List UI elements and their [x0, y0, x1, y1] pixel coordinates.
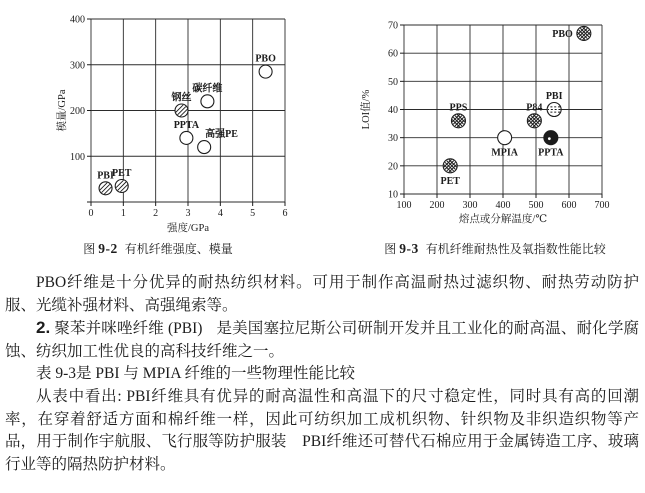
figure-caption [350, 240, 640, 257]
svg-text:3: 3 [185, 208, 191, 219]
paragraph-pbi-intro [5, 317, 639, 363]
scatter-point [112, 168, 132, 193]
svg-text:400: 400 [70, 14, 85, 26]
svg-text:70: 70 [388, 20, 398, 32]
svg-text:100: 100 [70, 151, 85, 163]
x-axis-label: 熔点或分解温度/℃ [458, 214, 548, 225]
svg-text:0: 0 [88, 208, 94, 219]
point-label: PET [111, 167, 132, 179]
svg-text:600: 600 [561, 200, 577, 211]
paragraph-pbi-lead: 聚苯并咪唑纤维 (PBI) [54, 320, 203, 338]
tick-labels [388, 21, 610, 212]
point-label: PBI [97, 170, 114, 182]
caption-figure-label: 图 [83, 242, 96, 256]
scatter-point [174, 120, 200, 145]
svg-text:50: 50 [388, 76, 398, 88]
svg-text:30: 30 [388, 133, 398, 145]
point-label: PBI [545, 91, 563, 102]
svg-text:2: 2 [153, 208, 159, 219]
svg-text:10: 10 [388, 189, 398, 201]
grid-lines [404, 25, 602, 194]
scatter-point [192, 81, 222, 108]
scatter-point [255, 54, 276, 79]
caption-text: 有机纤维强度、模量 [124, 242, 233, 256]
scatter-point [440, 159, 460, 187]
point-label: PET [440, 175, 460, 187]
point-label: 钢丝 [171, 92, 192, 104]
svg-text:5: 5 [250, 208, 256, 219]
paragraph-pbi-rest: 是美国塞拉尼斯公司研制开发并且工业化的耐高温、耐化学腐蚀、纺织加工性优良的高科技纤维之一。 [5, 320, 639, 360]
list-number: 2. [36, 318, 51, 338]
scatter-point [546, 91, 563, 117]
svg-text:700: 700 [594, 200, 610, 211]
scatter-point [491, 131, 518, 159]
x-axis-label: 强度/GPa [167, 223, 209, 234]
svg-text:200: 200 [70, 106, 85, 117]
scatter-point [538, 131, 564, 159]
heat-resistance-loi-chart [358, 5, 645, 237]
svg-text:20: 20 [388, 161, 398, 173]
point-label: 高强PE [205, 129, 238, 141]
y-axis-label: 模量/GPa [57, 89, 68, 132]
point-label: PPS [449, 102, 468, 114]
body-text [0, 257, 645, 476]
point-label: P84 [526, 102, 543, 114]
figure-caption [10, 240, 306, 257]
svg-text:4: 4 [217, 208, 223, 219]
point-label: MPIA [491, 147, 518, 159]
point-label: PBO [552, 28, 573, 40]
svg-text:500: 500 [528, 200, 544, 211]
scatter-point [526, 102, 542, 128]
svg-text:300: 300 [462, 200, 478, 211]
point-label: PPTA [173, 119, 200, 131]
scatter-point [552, 26, 591, 40]
caption-text: 有机纤维耐热性及氧指数性能比较 [425, 242, 606, 256]
point-label: 碳纤维 [192, 83, 223, 95]
figure-9-2 [54, 5, 350, 257]
scatter-point [198, 127, 239, 154]
caption-figure-number: 9-2 [98, 241, 118, 256]
figure-9-3 [358, 5, 645, 257]
scatter-point [450, 102, 468, 128]
svg-text:1: 1 [120, 208, 126, 219]
svg-text:100: 100 [396, 200, 412, 211]
caption-figure-number: 9-3 [399, 241, 419, 256]
svg-text:40: 40 [388, 105, 398, 116]
caption-figure-label: 图 [384, 242, 397, 256]
svg-text:200: 200 [429, 200, 445, 211]
svg-text:300: 300 [70, 60, 85, 72]
paragraph-table-ref: 表 9-3是 PBI 与 MPIA 纤维的一些物理性能比较 [36, 365, 356, 383]
svg-text:60: 60 [388, 48, 398, 60]
paragraph-pbo-intro: PBO纤维是十分优异的耐热纺织材料。可用于制作高温耐热过滤织物、耐热劳动防护服、光缆补强材料、高强绳索等。 [5, 274, 639, 314]
svg-text:6: 6 [282, 208, 288, 219]
strength-modulus-chart [54, 5, 350, 237]
point-label: PBO [255, 53, 276, 65]
point-label: PPTA [538, 147, 564, 159]
svg-text:400: 400 [495, 200, 511, 211]
axis-ticks [400, 25, 602, 198]
y-axis-label: LOI值/% [361, 89, 372, 130]
paragraph-pbi-properties: 从表中看出: PBI纤维具有优异的耐高温性和高温下的尺寸稳定性，同时具有高的回潮率，在穿着舒适方面和棉纤维一样，因此可纺织加工成机织物、针织物及非织造织物等产品，用于制作宇航服、飞行服等防护服装 PBI纤维还可替代石棉应用于金属铸造工序、玻璃行业等的隔热防护材料。 [5, 387, 639, 473]
